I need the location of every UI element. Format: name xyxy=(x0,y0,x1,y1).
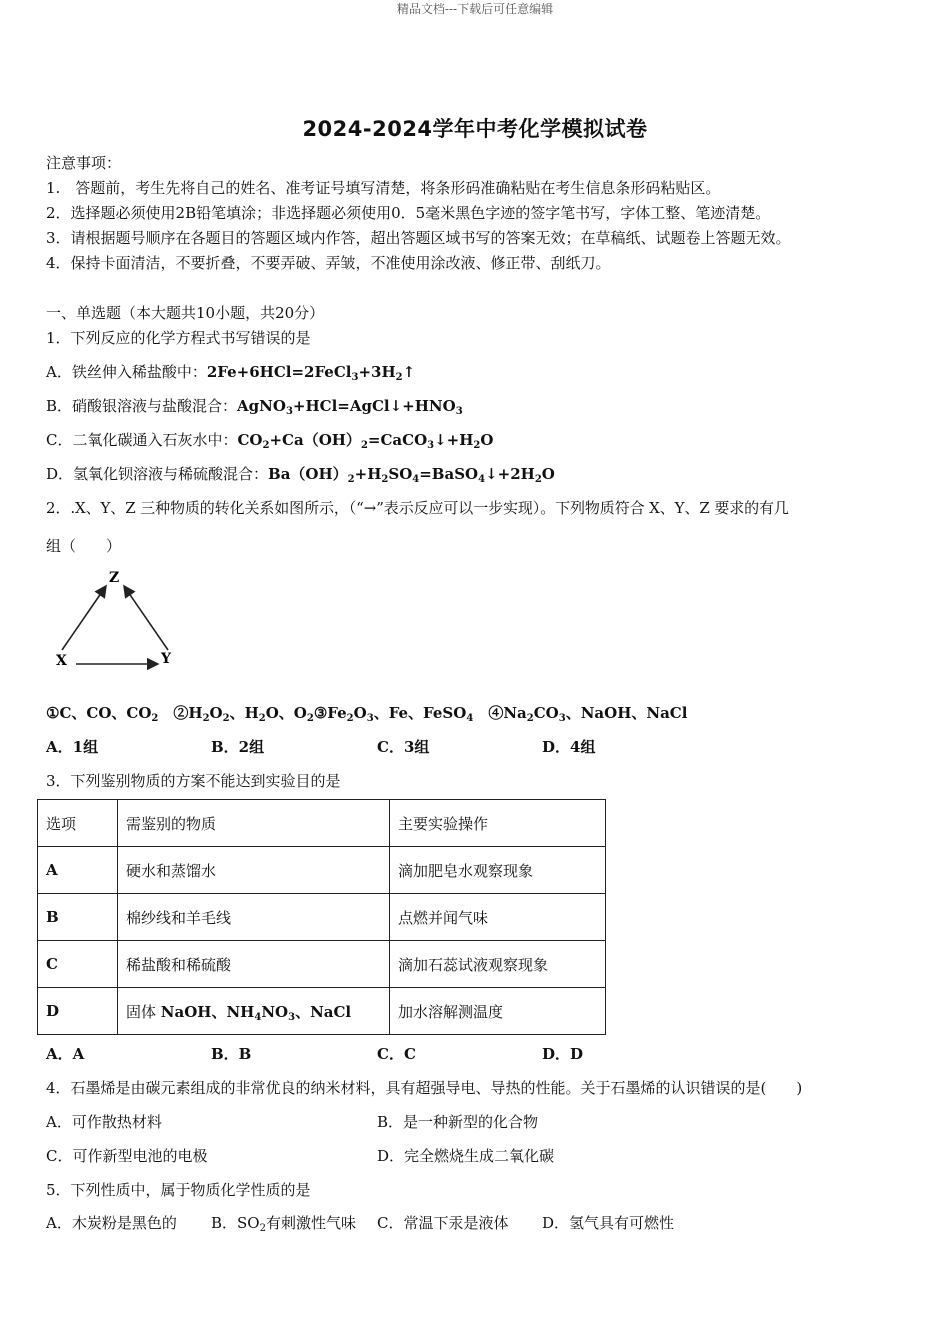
q4-stem: 4．石墨烯是由碳元素组成的非常优良的纳米材料，具有超强导电、导热的性能。关于石墨烯的认识错误的是( ) xyxy=(46,1079,803,1097)
q3-choice-b: B．B xyxy=(211,1045,252,1063)
exam-title: 2024-2024学年中考化学模拟试卷 xyxy=(302,117,648,141)
table-cell: 固体 NaOH、$NH_4NO_3$、NaCl xyxy=(118,988,390,1035)
table-header-cell: 选项 xyxy=(38,800,118,847)
notice-heading: 注意事项： xyxy=(46,154,122,172)
table-header-row xyxy=(38,800,606,847)
q2-choice-d: D．4组 xyxy=(542,738,596,756)
q2-stem-line1: 2．.X、Y、Z 三种物质的转化关系如图所示，（“→”表示反应可以一步实现）。下列物质符合 X、Y、Z 要求的有几 xyxy=(46,499,789,517)
q5-choice-c: C．常温下汞是液体 xyxy=(377,1214,509,1232)
notice-item-4: 4．保持卡面清洁，不要折叠，不要弄破、弄皱，不准使用涂改液、修正带、刮纸刀。 xyxy=(46,254,611,272)
q2-choice-b: B．2组 xyxy=(211,738,265,756)
q5-choice-d: D．氢气具有可燃性 xyxy=(542,1214,675,1232)
table-row xyxy=(38,847,606,894)
q1-option-b-label: B．硝酸银溶液与盐酸混合： xyxy=(46,397,238,415)
section-heading: 一、单选题（本大题共10小题，共20分） xyxy=(46,304,325,322)
q1-option-d-label: D．氢氧化钡溶液与稀硫酸混合： xyxy=(46,465,269,483)
table-cell: 滴加石蕊试液观察现象 xyxy=(390,941,606,988)
q1-stem: 1．下列反应的化学方程式书写错误的是 xyxy=(46,329,311,347)
q5-choice-b-suffix: 有刺激性气味 xyxy=(265,1214,356,1232)
table-cell: C xyxy=(38,941,118,988)
q1-option-b xyxy=(46,395,463,416)
table-header-cell: 需鉴别的物质 xyxy=(118,800,390,847)
q2-groups: ①C、CO、$CO_2$ $②H_2O_2$、$H_2O$、$O_2③Fe_2O_3$、Fe、FeSO$_4$ $④Na_2CO_3$、NaOH、NaCl xyxy=(46,704,688,724)
node-x: X xyxy=(56,653,67,669)
table-cell: 滴加肥皂水观察现象 xyxy=(390,847,606,894)
q3-stem: 3．下列鉴别物质的方案不能达到实验目的是 xyxy=(46,772,341,790)
table-cell: B xyxy=(38,894,118,941)
q1-option-b-equation: $AgNO_3+HCl=AgCl↓+HNO_3$ xyxy=(237,397,463,417)
table-row xyxy=(38,941,606,988)
q2-choice-c: C．3组 xyxy=(377,738,430,756)
q3-table xyxy=(37,799,606,1035)
q2-stem-line2: 组（ ） xyxy=(46,537,122,555)
table-row xyxy=(38,988,606,1035)
q5-stem: 5．下列性质中，属于物质化学性质的是 xyxy=(46,1181,311,1199)
q2-choice-a: A．1组 xyxy=(46,738,99,756)
q1-option-c xyxy=(46,429,493,450)
q1-option-c-label: C．二氧化碳通入石灰水中： xyxy=(46,431,238,449)
notice-item-1: 1. 答题前，考生先将自己的姓名、准考证号填写清楚，将条形码准确粘贴在考生信息条形码粘贴区。 xyxy=(46,179,721,197)
table-cell: 稀盐酸和稀硫酸 xyxy=(118,941,390,988)
page-header-watermark: 精品文档---下载后可任意编辑 xyxy=(396,2,554,16)
q3-choice-a: A．A xyxy=(46,1045,85,1063)
arrow-x-to-z xyxy=(62,586,106,650)
table-cell: A xyxy=(38,847,118,894)
notice-item-3: 3．请根据题号顺序在各题目的答题区域内作答，超出答题区域书写的答案无效；在草稿纸、试题卷上答题无效。 xyxy=(46,229,791,247)
table-header-cell: 主要实验操作 xyxy=(390,800,606,847)
table-cell: 棉纱线和羊毛线 xyxy=(118,894,390,941)
q4-choice-c: C．可作新型电池的电极 xyxy=(46,1147,208,1165)
table-cell: 加水溶解测温度 xyxy=(390,988,606,1035)
table-cell: 点燃并闻气味 xyxy=(390,894,606,941)
q4-choice-d: D．完全燃烧生成二氧化碳 xyxy=(377,1147,555,1165)
node-z: Z xyxy=(109,570,120,586)
q1-option-d xyxy=(46,463,555,484)
q2-triangle-diagram xyxy=(46,566,186,674)
q1-option-a-equation: $2Fe+6HCl=2FeCl_3+3H_2↑$ xyxy=(206,363,416,383)
q1-option-d-equation: $Ba(OH)_2+H_2SO_4=BaSO_4↓+2H_2O$ xyxy=(268,465,555,485)
arrow-y-to-z xyxy=(124,586,168,650)
q1-option-a xyxy=(46,361,415,382)
q3-choice-d: D．D xyxy=(542,1045,584,1063)
q3-choice-c: C．C xyxy=(377,1045,416,1063)
q1-option-a-label: A．铁丝伸入稀盐酸中： xyxy=(46,363,207,381)
node-y: Y xyxy=(161,651,171,667)
table-cell: 硬水和蒸馏水 xyxy=(118,847,390,894)
q4-choice-a: A．可作散热材料 xyxy=(46,1113,162,1131)
notice-item-2: 2．选择题必须使用2B铅笔填涂；非选择题必须使用0．5毫米黑色字迹的签字笔书写，字体工整、笔迹清楚。 xyxy=(46,204,771,222)
q4-choice-b: B．是一种新型的化合物 xyxy=(377,1113,539,1131)
q2-diagram-svg xyxy=(46,566,186,674)
q1-option-c-equation: $CO_2+Ca(OH)_2=CaCO_3↓+H_2O$ xyxy=(237,431,494,451)
q5-choice-b: B．$SO_2$有刺激性气味 xyxy=(211,1214,356,1234)
table-cell: D xyxy=(38,988,118,1035)
table-row xyxy=(38,894,606,941)
q5-choice-a: A．木炭粉是黑色的 xyxy=(46,1214,177,1232)
